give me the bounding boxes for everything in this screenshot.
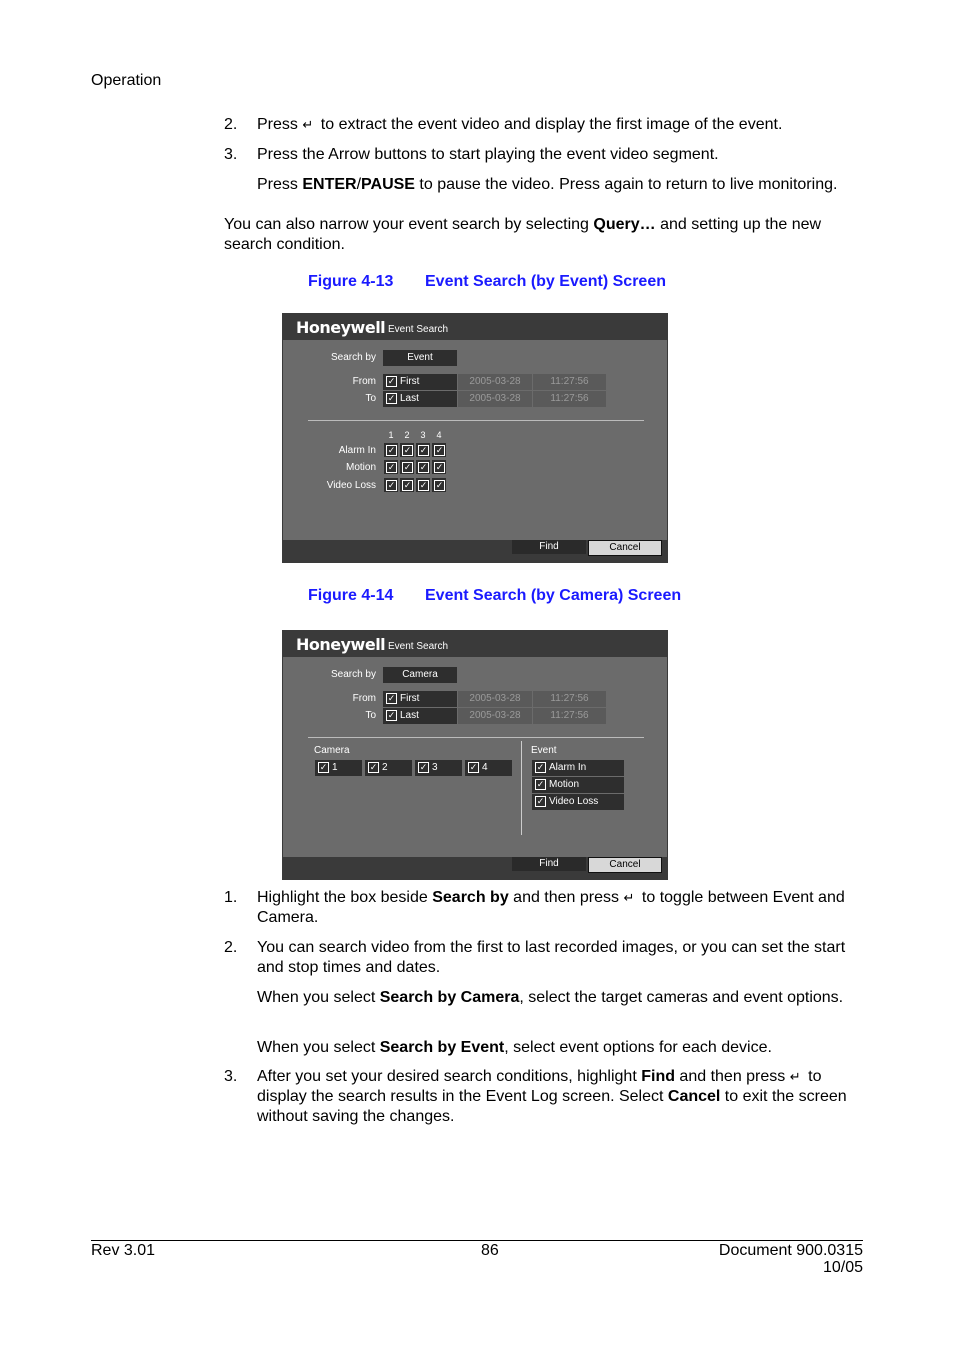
search-by-select[interactable]: Event xyxy=(383,350,457,366)
last-checkbox[interactable]: ✓ Last xyxy=(383,708,457,724)
event-label: Event xyxy=(531,745,557,756)
find-button[interactable]: Find xyxy=(512,857,586,871)
first-checkbox[interactable]: ✓ First xyxy=(383,691,457,707)
figure-caption: Figure 4-14 Event Search (by Camera) Screen xyxy=(308,587,682,604)
event-search-by-camera-screen xyxy=(282,630,668,880)
alarm-in-1-checkbox[interactable]: ✓ xyxy=(384,443,398,457)
divider xyxy=(308,420,644,421)
honeywell-logo: Honeywell xyxy=(296,635,386,654)
video-loss-checkbox[interactable]: ✓ Video Loss xyxy=(532,794,624,810)
to-date-field[interactable]: 2005-03-28 xyxy=(458,391,532,407)
pause-note: Press ENTER/PAUSE to pause the video. Press again to return to live monitoring. xyxy=(257,176,838,193)
footer-page-number: 86 xyxy=(481,1242,499,1259)
from-label: From xyxy=(352,693,376,704)
from-time-field[interactable]: 11:27:56 xyxy=(533,691,606,707)
footer-document-number: Document 900.0315 xyxy=(718,1242,863,1259)
from-label: From xyxy=(352,376,376,387)
event-search-by-event-screen xyxy=(282,313,668,563)
search-by-select[interactable]: Camera xyxy=(383,667,457,683)
cancel-button[interactable]: Cancel xyxy=(588,857,662,873)
motion-1-checkbox[interactable]: ✓ xyxy=(384,460,398,474)
alarm-in-checkbox[interactable]: ✓ Alarm In xyxy=(532,760,624,776)
screen-title: Event Search xyxy=(388,324,449,335)
enter-key-icon: ↵ xyxy=(302,117,314,132)
checkbox-icon: ✓ xyxy=(387,392,396,403)
row-label-motion: Motion xyxy=(345,462,376,473)
find-button[interactable]: Find xyxy=(512,540,586,554)
step-number: 2. xyxy=(224,116,238,133)
motion-4-checkbox[interactable]: ✓ xyxy=(432,460,446,474)
section-header: Operation xyxy=(91,72,162,89)
search-by-camera-note: When you select Search by Camera, select the target cameras and event options. xyxy=(257,989,844,1006)
camera-2-checkbox[interactable]: ✓ 2 xyxy=(365,760,412,776)
from-time-field[interactable]: 11:27:56 xyxy=(533,374,606,390)
camera-label: Camera xyxy=(314,745,350,756)
search-by-label: Search by xyxy=(330,352,376,363)
first-checkbox[interactable]: ✓ First xyxy=(383,374,457,390)
camera-4-checkbox[interactable]: ✓ 4 xyxy=(465,760,512,776)
last-checkbox[interactable]: ✓ Last xyxy=(383,391,457,407)
row-label-video-loss: Video Loss xyxy=(326,480,376,491)
column-header: 2 xyxy=(404,430,410,440)
checkbox-icon: ✓ xyxy=(387,375,396,386)
to-time-field[interactable]: 11:27:56 xyxy=(533,391,606,407)
search-by-label: Search by xyxy=(330,669,376,680)
to-time-field[interactable]: 11:27:56 xyxy=(533,708,606,724)
motion-3-checkbox[interactable]: ✓ xyxy=(416,460,430,474)
screen-title: Event Search xyxy=(388,641,449,652)
alarm-in-4-checkbox[interactable]: ✓ xyxy=(432,443,446,457)
column-header: 3 xyxy=(420,430,426,440)
to-label: To xyxy=(365,710,376,721)
cancel-button[interactable]: Cancel xyxy=(588,540,662,556)
to-label: To xyxy=(365,393,376,404)
vertical-divider xyxy=(521,741,522,835)
query-note: You can also narrow your event search by selecting Query… and setting up the new search condition. xyxy=(224,216,822,253)
footer-rule xyxy=(91,1240,863,1241)
video-loss-3-checkbox[interactable]: ✓ xyxy=(416,478,430,492)
divider xyxy=(308,737,644,738)
search-by-event-note: When you select Search by Event, select event options for each device. xyxy=(257,1039,772,1056)
footer-date: 10/05 xyxy=(822,1259,863,1276)
from-date-field[interactable]: 2005-03-28 xyxy=(458,691,532,707)
enter-key-icon: ↵ xyxy=(789,1069,801,1084)
footer-revision: Rev 3.01 xyxy=(91,1242,156,1259)
alarm-in-2-checkbox[interactable]: ✓ xyxy=(400,443,414,457)
camera-3-checkbox[interactable]: ✓ 3 xyxy=(415,760,462,776)
video-loss-2-checkbox[interactable]: ✓ xyxy=(400,478,414,492)
from-date-field[interactable]: 2005-03-28 xyxy=(458,374,532,390)
figure-caption: Figure 4-13 Event Search (by Event) Screen xyxy=(308,273,666,290)
camera-1-checkbox[interactable]: ✓ 1 xyxy=(315,760,362,776)
row-label-alarm-in: Alarm In xyxy=(338,445,376,456)
video-loss-1-checkbox[interactable]: ✓ xyxy=(384,478,398,492)
video-loss-4-checkbox[interactable]: ✓ xyxy=(432,478,446,492)
motion-checkbox[interactable]: ✓ Motion xyxy=(532,777,624,793)
checkbox-icon: ✓ xyxy=(387,709,396,720)
column-header: 4 xyxy=(436,430,442,440)
alarm-in-3-checkbox[interactable]: ✓ xyxy=(416,443,430,457)
to-date-field[interactable]: 2005-03-28 xyxy=(458,708,532,724)
motion-2-checkbox[interactable]: ✓ xyxy=(400,460,414,474)
step-number: 3. xyxy=(224,146,238,163)
enter-key-icon: ↵ xyxy=(623,890,635,905)
honeywell-logo: Honeywell xyxy=(296,318,386,337)
column-header: 1 xyxy=(388,430,394,440)
checkbox-icon: ✓ xyxy=(387,692,396,703)
